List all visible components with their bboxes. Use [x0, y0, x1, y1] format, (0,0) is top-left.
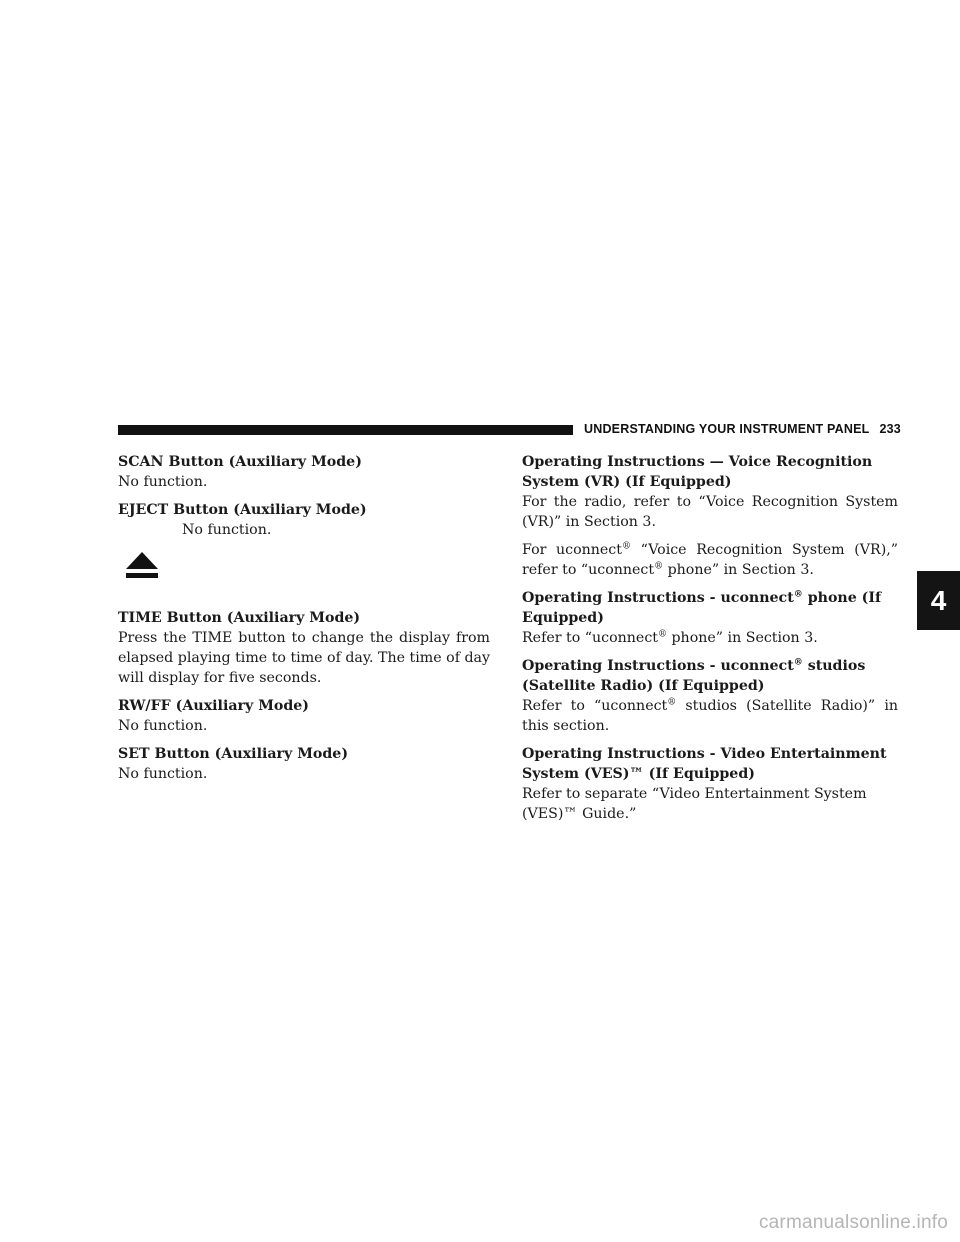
- studios-text: [522, 696, 898, 736]
- studios-text-prefix: Refer to “uconnect: [522, 698, 668, 714]
- section-vr: [522, 452, 898, 580]
- vr-text-2-prefix: For uconnect: [522, 542, 622, 558]
- vr-text-2-mid: “Voice Recognition System (VR),” refer to “uconnect: [522, 542, 898, 578]
- section-phone: [522, 588, 898, 648]
- running-header: [584, 422, 901, 436]
- header-title: UNDERSTANDING YOUR INSTRUMENT PANEL: [584, 422, 870, 436]
- section-eject: [118, 500, 490, 608]
- vr-text-2-suffix: phone” in Section 3.: [663, 562, 814, 578]
- right-column: [522, 452, 898, 824]
- time-text: Press the TIME button to change the display from elapsed playing time to time of day. The time of day will display for five seconds.: [118, 630, 491, 686]
- phone-text-prefix: Refer to “uconnect: [522, 630, 658, 646]
- registered-mark: ®: [667, 697, 677, 708]
- vr-text-2: [522, 540, 898, 580]
- chapter-tab-label: 4: [930, 584, 947, 616]
- rwff-heading: RW/FF (Auxiliary Mode): [118, 698, 310, 714]
- section-set: [118, 744, 490, 784]
- set-heading: SET Button (Auxiliary Mode): [118, 746, 349, 762]
- phone-heading-prefix: Operating Instructions - uconnect: [522, 590, 794, 606]
- vr-text-1: For the radio, refer to “Voice Recognition System (VR)” in Section 3.: [522, 494, 898, 530]
- watermark: carmanualsonline.info: [758, 1212, 948, 1233]
- eject-block: [118, 520, 490, 608]
- phone-text-suffix: phone” in Section 3.: [666, 630, 818, 646]
- ves-heading: Operating Instructions - Video Entertainment System (VES)™ (If Equipped): [522, 746, 887, 782]
- scan-heading: SCAN Button (Auxiliary Mode): [118, 454, 362, 470]
- studios-heading-prefix: Operating Instructions - uconnect: [522, 658, 794, 674]
- rwff-text: No function.: [118, 718, 208, 734]
- vr-heading: Operating Instructions — Voice Recognition System (VR) (If Equipped): [522, 454, 873, 490]
- ves-text: Refer to separate “Video Entertainment System (VES)™ Guide.”: [522, 786, 867, 822]
- time-heading: TIME Button (Auxiliary Mode): [118, 610, 361, 626]
- section-ves: [522, 744, 898, 824]
- registered-mark: ®: [793, 589, 803, 600]
- page-number: 233: [879, 422, 901, 436]
- scan-text: No function.: [118, 474, 208, 490]
- section-studios: [522, 656, 898, 736]
- phone-text: [522, 628, 898, 648]
- studios-heading: [522, 656, 898, 696]
- studios-heading-suffix: studios (Satellite Radio) (If Equipped): [522, 658, 866, 694]
- section-rwff: [118, 696, 490, 736]
- phone-heading: [522, 588, 898, 628]
- registered-mark: ®: [657, 629, 667, 640]
- studios-text-suffix: studios (Satellite Radio)” in this section.: [522, 698, 899, 734]
- phone-heading-suffix: phone (If Equipped): [522, 590, 882, 626]
- eject-text: No function.: [182, 522, 272, 538]
- section-time: [118, 608, 490, 688]
- registered-mark: ®: [793, 657, 803, 668]
- registered-mark: ®: [654, 561, 664, 572]
- left-column: [118, 452, 490, 784]
- header-rule: [118, 425, 573, 435]
- eject-heading: EJECT Button (Auxiliary Mode): [118, 502, 367, 518]
- set-text: No function.: [118, 766, 208, 782]
- eject-icon: [124, 550, 160, 580]
- section-scan: [118, 452, 490, 492]
- chapter-tab: [917, 571, 960, 630]
- registered-mark: ®: [621, 541, 631, 552]
